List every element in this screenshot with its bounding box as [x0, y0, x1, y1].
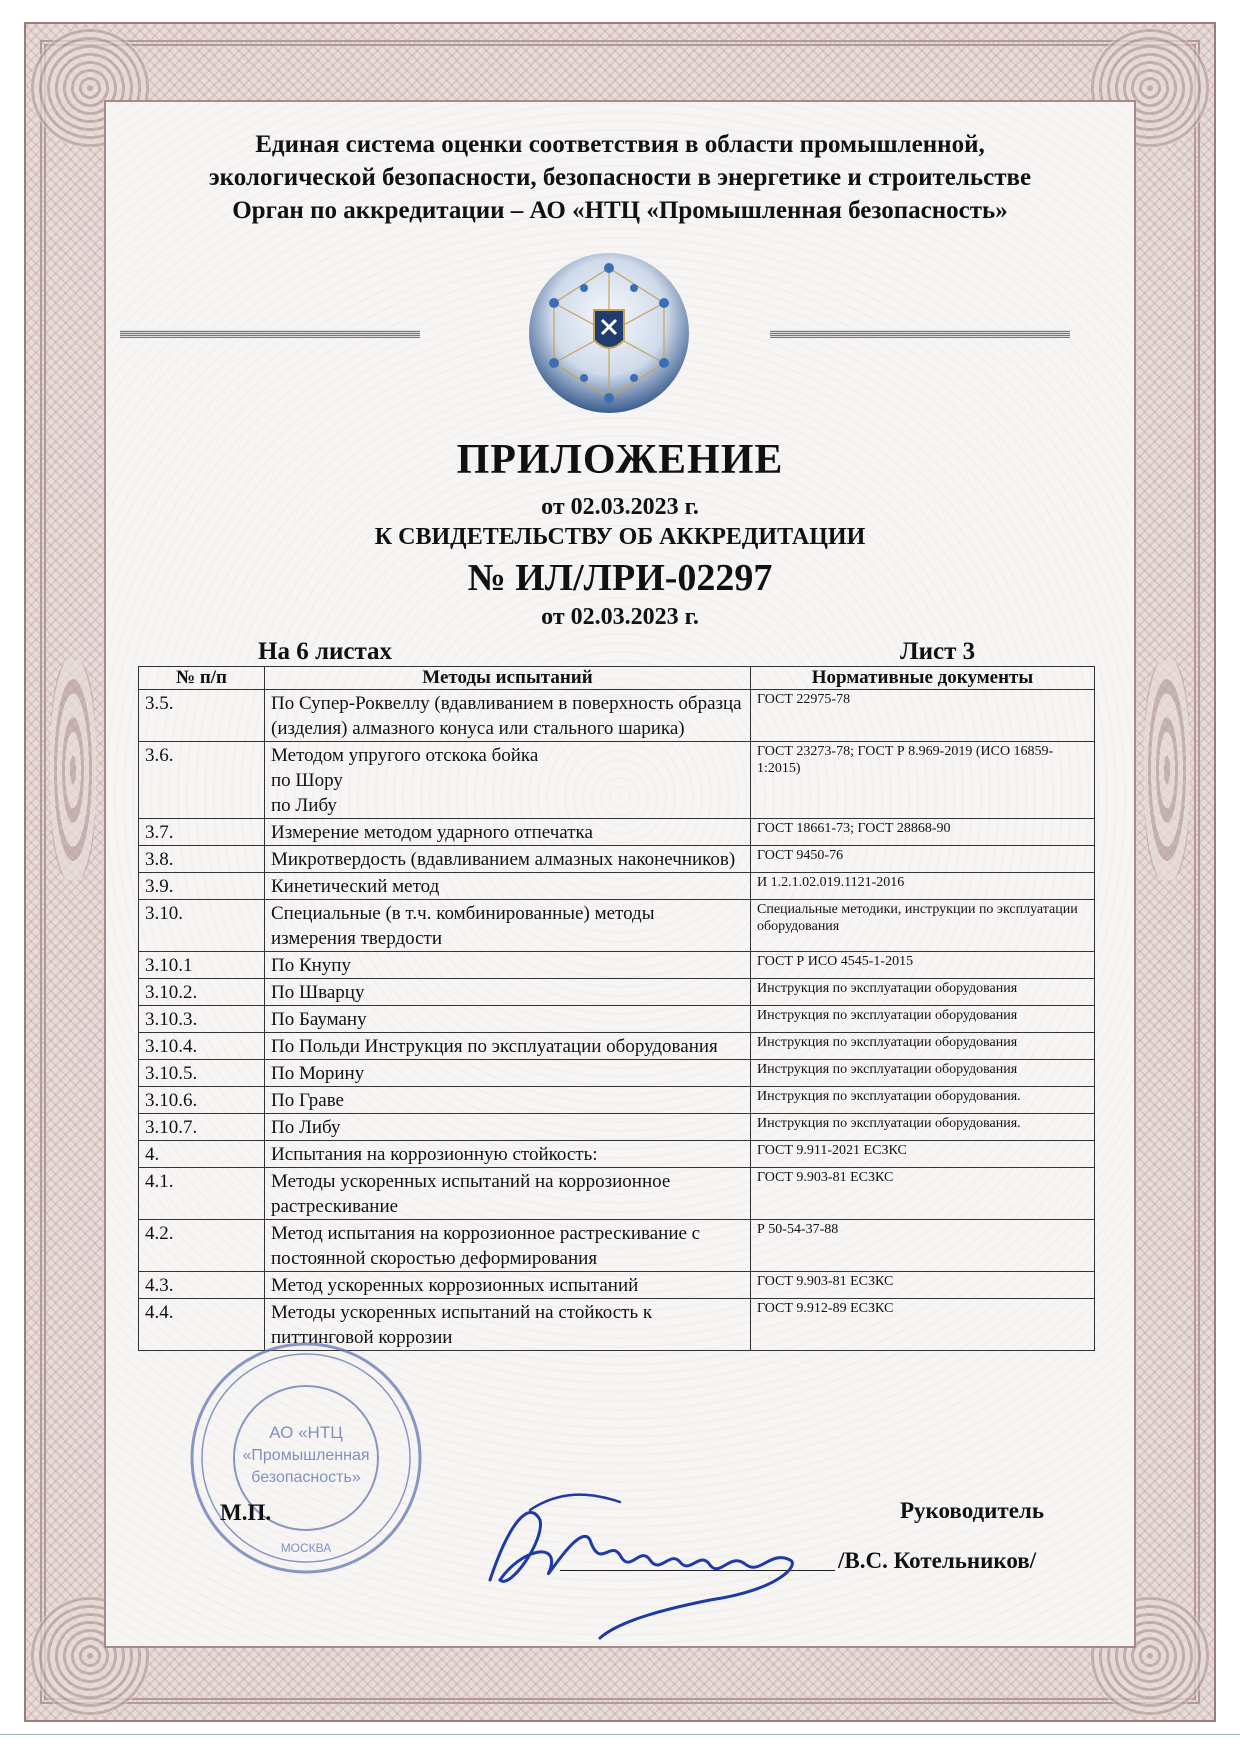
- row-document: Р 50-54-37-88: [751, 1220, 1095, 1272]
- row-number: 4.1.: [139, 1168, 265, 1220]
- row-document: Инструкция по эксплуатации оборудования.: [751, 1114, 1095, 1141]
- head-name: /В.С. Котельников/: [838, 1548, 1037, 1573]
- table-row: [139, 1033, 1095, 1060]
- column-header-methods: Методы испытаний: [265, 667, 751, 690]
- table-row: [139, 1087, 1095, 1114]
- row-method: По Бауману: [265, 1006, 751, 1033]
- row-method: По Граве: [265, 1087, 751, 1114]
- handwritten-signature: [470, 1480, 870, 1640]
- row-document: ГОСТ 9.903-81 ЕСЗКС: [751, 1168, 1095, 1220]
- table-row: [139, 846, 1095, 873]
- row-document: Инструкция по эксплуатации оборудования: [751, 1060, 1095, 1087]
- row-number: 4.4.: [139, 1299, 265, 1351]
- table-row: [139, 952, 1095, 979]
- header-line-3: Орган по аккредитации – АО «НТЦ «Промышленная безопасность»: [232, 197, 1008, 224]
- row-document: ГОСТ 9.903-81 ЕСЗКС: [751, 1272, 1095, 1299]
- column-header-documents: Нормативные документы: [751, 667, 1095, 690]
- table-row: [139, 1220, 1095, 1272]
- row-number: 3.10.3.: [139, 1006, 265, 1033]
- row-method: Методы ускоренных испытаний на стойкость к питтинговой коррозии: [265, 1299, 751, 1351]
- row-method: По Либу: [265, 1114, 751, 1141]
- title-date-top: от 02.03.2023 г.: [541, 494, 699, 520]
- row-number: 4.2.: [139, 1220, 265, 1272]
- row-document: Инструкция по эксплуатации оборудования.: [751, 1087, 1095, 1114]
- row-method: По Шварцу: [265, 979, 751, 1006]
- methods-table: [138, 666, 1095, 1351]
- row-number: 3.6.: [139, 742, 265, 819]
- row-method: Кинетический метод: [265, 873, 751, 900]
- table-row: [139, 1006, 1095, 1033]
- row-document: ГОСТ 18661-73; ГОСТ 28868-90: [751, 819, 1095, 846]
- row-document: ГОСТ Р ИСО 4545-1-2015: [751, 952, 1095, 979]
- row-method: По Морину: [265, 1060, 751, 1087]
- row-document: Инструкция по эксплуатации оборудования: [751, 1006, 1095, 1033]
- row-method: Специальные (в т.ч. комбинированные) методы измерения твердости: [265, 900, 751, 952]
- row-number: 3.10.: [139, 900, 265, 952]
- header-line-1: Единая система оценки соответствия в области промышленной,: [255, 131, 985, 158]
- row-number: 3.10.4.: [139, 1033, 265, 1060]
- stamp-line-2: «Промышленная: [242, 1447, 370, 1464]
- row-number: 3.5.: [139, 690, 265, 742]
- row-document: ГОСТ 9.912-89 ЕСЗКС: [751, 1299, 1095, 1351]
- table-row: [139, 819, 1095, 846]
- title-date-bottom: от 02.03.2023 г.: [541, 604, 699, 630]
- row-number: 3.9.: [139, 873, 265, 900]
- row-method: По Кнупу: [265, 952, 751, 979]
- row-method: Метод испытания на коррозионное растрескивание с постоянной скоростью деформирования: [265, 1220, 751, 1272]
- stamp-line-1: АО «НТЦ: [269, 1423, 343, 1442]
- table-row: [139, 1114, 1095, 1141]
- decorative-line-left: [120, 330, 420, 338]
- bottom-rule: [0, 1734, 1240, 1735]
- table-row: [139, 1060, 1095, 1087]
- emblem-logo: [524, 248, 694, 418]
- row-method: Методом упругого отскока бойка по Шору по Либу: [265, 742, 751, 819]
- seal-place-label: М.П.: [220, 1500, 272, 1525]
- row-number: 4.3.: [139, 1272, 265, 1299]
- row-number: 4.: [139, 1141, 265, 1168]
- row-method: По Супер-Роквеллу (вдавливанием в поверхность образца (изделия) алмазного конуса или стального шарика): [265, 690, 751, 742]
- certificate-number: № ИЛ/ЛРИ-02297: [467, 557, 773, 599]
- table-row: [139, 900, 1095, 952]
- side-ornament-left: [50, 660, 96, 880]
- row-method: По Польди Инструкция по эксплуатации оборудования: [265, 1033, 751, 1060]
- row-number: 3.7.: [139, 819, 265, 846]
- row-method: Метод ускоренных коррозионных испытаний: [265, 1272, 751, 1299]
- head-title: Руководитель: [900, 1498, 1044, 1523]
- header-line-2: экологической безопасности, безопасности в энергетике и строительстве: [208, 164, 1032, 191]
- row-number: 3.10.1: [139, 952, 265, 979]
- row-document: Инструкция по эксплуатации оборудования: [751, 1033, 1095, 1060]
- table-row: [139, 742, 1095, 819]
- row-document: ГОСТ 9450-76: [751, 846, 1095, 873]
- row-document: ГОСТ 9.911-2021 ЕСЗКС: [751, 1141, 1095, 1168]
- table-row: [139, 979, 1095, 1006]
- decorative-line-right: [770, 330, 1070, 338]
- table-row: [139, 1272, 1095, 1299]
- organization-stamp: [186, 1338, 426, 1578]
- table-header-row: [139, 667, 1095, 690]
- table-row: [139, 1168, 1095, 1220]
- table-row: [139, 690, 1095, 742]
- row-number: 3.10.5.: [139, 1060, 265, 1087]
- column-header-number: № п/п: [139, 667, 265, 690]
- row-method: Микротвердость (вдавливанием алмазных наконечников): [265, 846, 751, 873]
- certificate-caption: К СВИДЕТЕЛЬСТВУ ОБ АККРЕДИТАЦИИ: [374, 524, 866, 550]
- issuer-header: [110, 128, 1130, 227]
- row-document: Специальные методики, инструкции по эксплуатации оборудования: [751, 900, 1095, 952]
- row-number: 3.8.: [139, 846, 265, 873]
- sheet-number: Лист 3: [900, 638, 976, 665]
- sheets-total: На 6 листах: [258, 638, 393, 665]
- table-row: [139, 1141, 1095, 1168]
- row-document: ГОСТ 23273-78; ГОСТ Р 8.969-2019 (ИСО 16859-1:2015): [751, 742, 1095, 819]
- row-document: И 1.2.1.02.019.1121-2016: [751, 873, 1095, 900]
- row-method: Методы ускоренных испытаний на коррозионное растрескивание: [265, 1168, 751, 1220]
- row-document: ГОСТ 22975-78: [751, 690, 1095, 742]
- row-number: 3.10.7.: [139, 1114, 265, 1141]
- table-row: [139, 873, 1095, 900]
- stamp-line-3: безопасность»: [251, 1469, 361, 1486]
- row-number: 3.10.2.: [139, 979, 265, 1006]
- document-title: ПРИЛОЖЕНИЕ: [456, 437, 784, 483]
- row-method: Испытания на коррозионную стойкость:: [265, 1141, 751, 1168]
- row-number: 3.10.6.: [139, 1087, 265, 1114]
- row-method: Измерение методом ударного отпечатка: [265, 819, 751, 846]
- side-ornament-right: [1144, 660, 1190, 880]
- stamp-city: МОСКВА: [280, 1541, 332, 1555]
- row-document: Инструкция по эксплуатации оборудования: [751, 979, 1095, 1006]
